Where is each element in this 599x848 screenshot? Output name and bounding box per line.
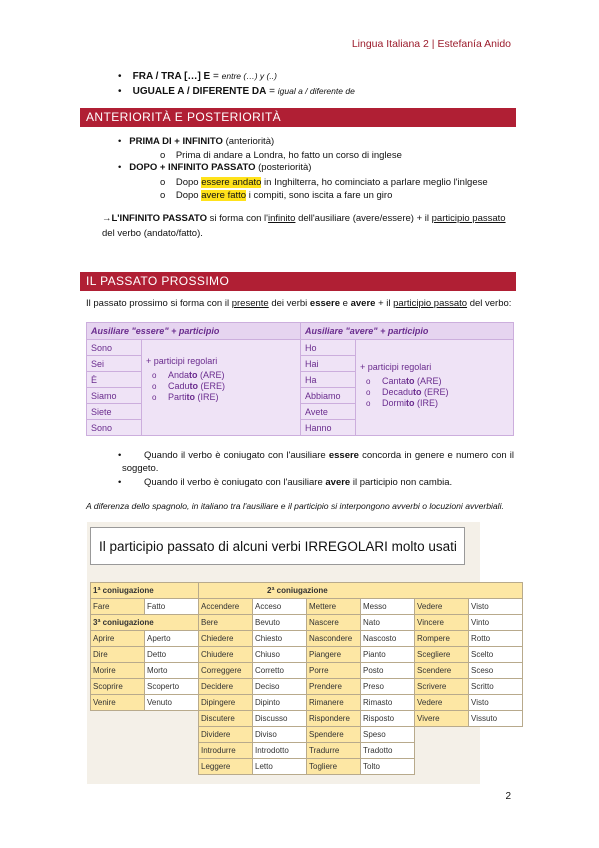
participle-cell: Acceso	[253, 599, 307, 615]
infinitive-cell: Discutere	[199, 711, 253, 727]
infinitive-cell: Vivere	[415, 711, 469, 727]
irregular-row	[91, 759, 523, 775]
irregular-row	[91, 743, 523, 759]
avere-examples	[360, 376, 509, 409]
participle-cell	[469, 759, 523, 775]
example-text: i compiti, sono iscita a fare un giro	[246, 190, 393, 201]
adverb-note: A diferenza dello spagnolo, in italiano tra l'ausiliare e il participio si interpongono avverbi o locuzioni avverbiali.	[86, 501, 504, 511]
avere-form: Ha	[301, 372, 356, 388]
infinitive-cell: Vincere	[415, 615, 469, 631]
infinito-passato-note-cont: del verbo (andato/fatto).	[102, 228, 203, 239]
participle-cell: Fatto	[145, 599, 199, 615]
bullet-dot: •	[118, 477, 122, 488]
section-heading-anteriorita: ANTERIORITÀ E POSTERIORITÀ	[80, 108, 516, 127]
bullet-bold: FRA / TRA […] E	[132, 71, 211, 82]
participle-cell: Nascosto	[361, 631, 415, 647]
irregular-row	[91, 615, 523, 631]
infinitive-cell: Chiedere	[199, 631, 253, 647]
participle-cell: Bevuto	[253, 615, 307, 631]
essere-form: È	[87, 372, 142, 388]
participle-cell: Discusso	[253, 711, 307, 727]
infinitive-cell: Scoprire	[91, 679, 145, 695]
example-ire: o Partito (IRE)	[168, 392, 296, 403]
avere-form: Ho	[301, 340, 356, 356]
rule-bold: PRIMA DI + INFINITO	[129, 136, 223, 147]
rule-avere	[118, 476, 453, 490]
rule-bold: avere	[325, 477, 351, 488]
intro-bold: avere	[350, 298, 376, 309]
participle-cell: Deciso	[253, 679, 307, 695]
rule-bold: essere	[328, 450, 359, 461]
participle-cell: Corretto	[253, 663, 307, 679]
intro-text: Il passato prossimo si forma con il	[86, 298, 232, 309]
participle-cell: Messo	[361, 599, 415, 615]
infinitive-cell: Venire	[91, 695, 145, 711]
participle-cell: Vissuto	[469, 711, 523, 727]
irregular-title: Il participio passato di alcuni verbi IRREGOLARI molto usati	[90, 527, 465, 565]
participle-cell: Venuto	[145, 695, 199, 711]
infinitive-cell: Vedere	[415, 695, 469, 711]
irregular-row	[91, 647, 523, 663]
section-heading-passato-prossimo: IL PASSATO PROSSIMO	[80, 272, 516, 291]
participle-cell: Tradotto	[361, 743, 415, 759]
note-text: dell'ausiliare (avere/essere) + il	[295, 213, 432, 224]
rule-text: Quando il verbo è coniugato con l'ausiliare	[144, 450, 329, 461]
intro-bold: essere	[309, 298, 341, 309]
participle-cell: Dipinto	[253, 695, 307, 711]
irregular-row	[91, 695, 523, 711]
infinitive-cell: Nascere	[307, 615, 361, 631]
essere-form: Sono	[87, 340, 142, 356]
participle-cell	[469, 743, 523, 759]
infinitive-cell: Prendere	[307, 679, 361, 695]
participle-cell	[145, 743, 199, 759]
infinitive-cell: Togliere	[307, 759, 361, 775]
infinitive-cell: Accendere	[199, 599, 253, 615]
rule-text: Quando il verbo è coniugato con l'ausiliare	[144, 477, 326, 488]
infinitive-cell: Introdurre	[199, 743, 253, 759]
regular-label: + participi regolari	[360, 362, 432, 372]
participle-cell	[469, 727, 523, 743]
intro-text: e	[340, 298, 351, 309]
participle-cell: Vinto	[469, 615, 523, 631]
example-are: o Andato (ARE)	[168, 370, 296, 381]
participle-cell: Diviso	[253, 727, 307, 743]
infinitive-cell: Dividere	[199, 727, 253, 743]
avere-form: Avete	[301, 404, 356, 420]
irregular-table	[90, 582, 523, 775]
essere-examples	[146, 370, 296, 403]
intro-text: del verbo:	[467, 298, 512, 309]
infinitive-cell: Scendere	[415, 663, 469, 679]
participle-cell: Visto	[469, 695, 523, 711]
rule-bold: DOPO + INFINITO PASSATO	[129, 162, 256, 173]
participle-cell: Nato	[361, 615, 415, 631]
bullet-translation: entre (…) y (..)	[221, 71, 277, 81]
bullet-dot: •	[118, 450, 122, 461]
participle-cell	[145, 711, 199, 727]
participle-cell	[145, 759, 199, 775]
note-text: si forma con l'	[207, 213, 268, 224]
infinitive-cell: Chiudere	[199, 647, 253, 663]
irregular-row	[91, 663, 523, 679]
bullet-eq: =	[266, 86, 278, 97]
participle-cell: Rimasto	[361, 695, 415, 711]
participle-cell: Morto	[145, 663, 199, 679]
participle-cell: Tolto	[361, 759, 415, 775]
page-number: 2	[505, 791, 511, 802]
infinitive-cell: Porre	[307, 663, 361, 679]
example-are: o Cantato (ARE)	[382, 376, 509, 387]
example-prima-di: o Prima di andare a Londra, ho fatto un corso di inglese	[160, 150, 402, 161]
infinitive-cell: Tradurre	[307, 743, 361, 759]
bullet-dot: •	[118, 86, 122, 97]
bullet-eq: =	[210, 71, 222, 82]
infinitive-cell: Nascondere	[307, 631, 361, 647]
participle-cell: Posto	[361, 663, 415, 679]
irregular-row	[91, 711, 523, 727]
conj3-header: 3ª coniugazione	[91, 615, 199, 631]
note-underline: infinito	[267, 213, 296, 224]
regular-label: + participi regolari	[146, 356, 218, 366]
participle-cell: Speso	[361, 727, 415, 743]
note-bold: L'INFINITO PASSATO	[111, 213, 208, 224]
participle-cell: Letto	[253, 759, 307, 775]
aux-essere-header: Ausiliare "essere" + participio	[87, 323, 301, 340]
essere-regular-box	[142, 340, 301, 436]
example-text: in Inghilterra, ho cominciato a parlare meglio l'inlgese	[261, 177, 488, 188]
example-text: Prima di andare a Londra, ho fatto un corso di inglese	[175, 150, 402, 161]
infinitive-cell	[91, 727, 145, 743]
participle-cell	[145, 727, 199, 743]
essere-form: Sono	[87, 420, 142, 436]
intro-underline: presente	[231, 298, 269, 309]
participle-cell: Chiuso	[253, 647, 307, 663]
essere-form: Siamo	[87, 388, 142, 404]
participle-cell: Pianto	[361, 647, 415, 663]
aux-avere-header: Ausiliare "avere" + participio	[301, 323, 514, 340]
bullet-uguale	[118, 84, 355, 99]
essere-form: Sei	[87, 356, 142, 372]
infinitive-cell: Rispondere	[307, 711, 361, 727]
infinitive-cell: Dipingere	[199, 695, 253, 711]
note-underline: participio passato	[431, 213, 506, 224]
infinitive-cell: Rompere	[415, 631, 469, 647]
participle-cell: Aperto	[145, 631, 199, 647]
intro-text: + il	[375, 298, 394, 309]
avere-form: Hai	[301, 356, 356, 372]
infinitive-cell: Vedere	[415, 599, 469, 615]
avere-form: Hanno	[301, 420, 356, 436]
irregular-row	[91, 679, 523, 695]
highlight-text: avere fatto	[201, 190, 247, 201]
example-ere: o Caduto (ERE)	[168, 381, 296, 392]
rule-tag: (anteriorità)	[222, 136, 275, 147]
irregular-row	[91, 599, 523, 615]
participle-cell: Introdotto	[253, 743, 307, 759]
rule-tag: (posteriorità)	[255, 162, 312, 173]
auxiliary-table	[86, 322, 514, 436]
infinitive-cell: Decidere	[199, 679, 253, 695]
bullet-fra-tra	[118, 69, 277, 84]
infinitive-cell: Fare	[91, 599, 145, 615]
participle-cell: Detto	[145, 647, 199, 663]
example-text: Dopo	[175, 190, 202, 201]
participle-cell: Sceso	[469, 663, 523, 679]
rule-text: concorda in genere e numero con il soggeto.	[122, 450, 514, 474]
example-ere: o Decaduto (ERE)	[382, 387, 509, 398]
example-text: Dopo	[175, 177, 202, 188]
example-dopo-1: o Dopo essere andato in Inghilterra, ho cominciato a parlare meglio l'inlgese	[160, 177, 488, 188]
infinitive-cell: Scrivere	[415, 679, 469, 695]
participle-cell: Visto	[469, 599, 523, 615]
avere-form: Abbiamo	[301, 388, 356, 404]
participle-cell: Chiesto	[253, 631, 307, 647]
infinitive-cell: Leggere	[199, 759, 253, 775]
irregular-row	[91, 727, 523, 743]
conj1-header: 1ª coniugazione	[91, 583, 199, 599]
infinitive-cell: Rimanere	[307, 695, 361, 711]
infinitive-cell: Bere	[199, 615, 253, 631]
participle-cell: Rotto	[469, 631, 523, 647]
rule-text: il participio non cambia.	[350, 477, 453, 488]
infinitive-cell	[415, 743, 469, 759]
arrow-icon: →	[102, 213, 112, 224]
running-header: Lingua Italiana 2 | Estefanía Anido	[351, 38, 511, 50]
infinitive-cell: Mettere	[307, 599, 361, 615]
infinitive-cell	[415, 727, 469, 743]
infinitive-cell: Spendere	[307, 727, 361, 743]
passato-intro	[86, 297, 511, 311]
irregular-row	[91, 631, 523, 647]
example-dopo-2: o Dopo avere fatto i compiti, sono iscita a fare un giro	[160, 190, 393, 201]
bullet-dopo: • DOPO + INFINITO PASSATO (posteriorità)	[118, 162, 312, 173]
infinito-passato-note	[102, 212, 520, 226]
bullet-prima-di: • PRIMA DI + INFINITO (anteriorità)	[118, 136, 275, 147]
infinitive-cell: Scegliere	[415, 647, 469, 663]
infinitive-cell: Piangere	[307, 647, 361, 663]
participle-cell: Scelto	[469, 647, 523, 663]
highlight-text: essere andato	[201, 177, 262, 188]
participle-cell: Scoperto	[145, 679, 199, 695]
participle-cell: Risposto	[361, 711, 415, 727]
bullet-bold: UGUALE A / DIFERENTE DA	[132, 86, 267, 97]
bullet-translation: igual a / diferente de	[277, 86, 355, 96]
infinitive-cell	[415, 759, 469, 775]
infinitive-cell	[91, 711, 145, 727]
infinitive-cell: Aprire	[91, 631, 145, 647]
conj2-header: 2ª coniugazione	[199, 583, 523, 599]
infinitive-cell: Dire	[91, 647, 145, 663]
essere-form: Siete	[87, 404, 142, 420]
rule-essere	[118, 449, 514, 475]
infinitive-cell	[91, 759, 145, 775]
infinitive-cell: Correggere	[199, 663, 253, 679]
participle-cell: Preso	[361, 679, 415, 695]
infinitive-cell	[91, 743, 145, 759]
bullet-dot: •	[118, 71, 122, 82]
participle-cell: Scritto	[469, 679, 523, 695]
intro-text: dei verbi	[268, 298, 310, 309]
infinitive-cell: Morire	[91, 663, 145, 679]
intro-underline: participio passato	[393, 298, 468, 309]
avere-regular-box	[356, 340, 514, 436]
example-ire: o Dormito (IRE)	[382, 398, 509, 409]
